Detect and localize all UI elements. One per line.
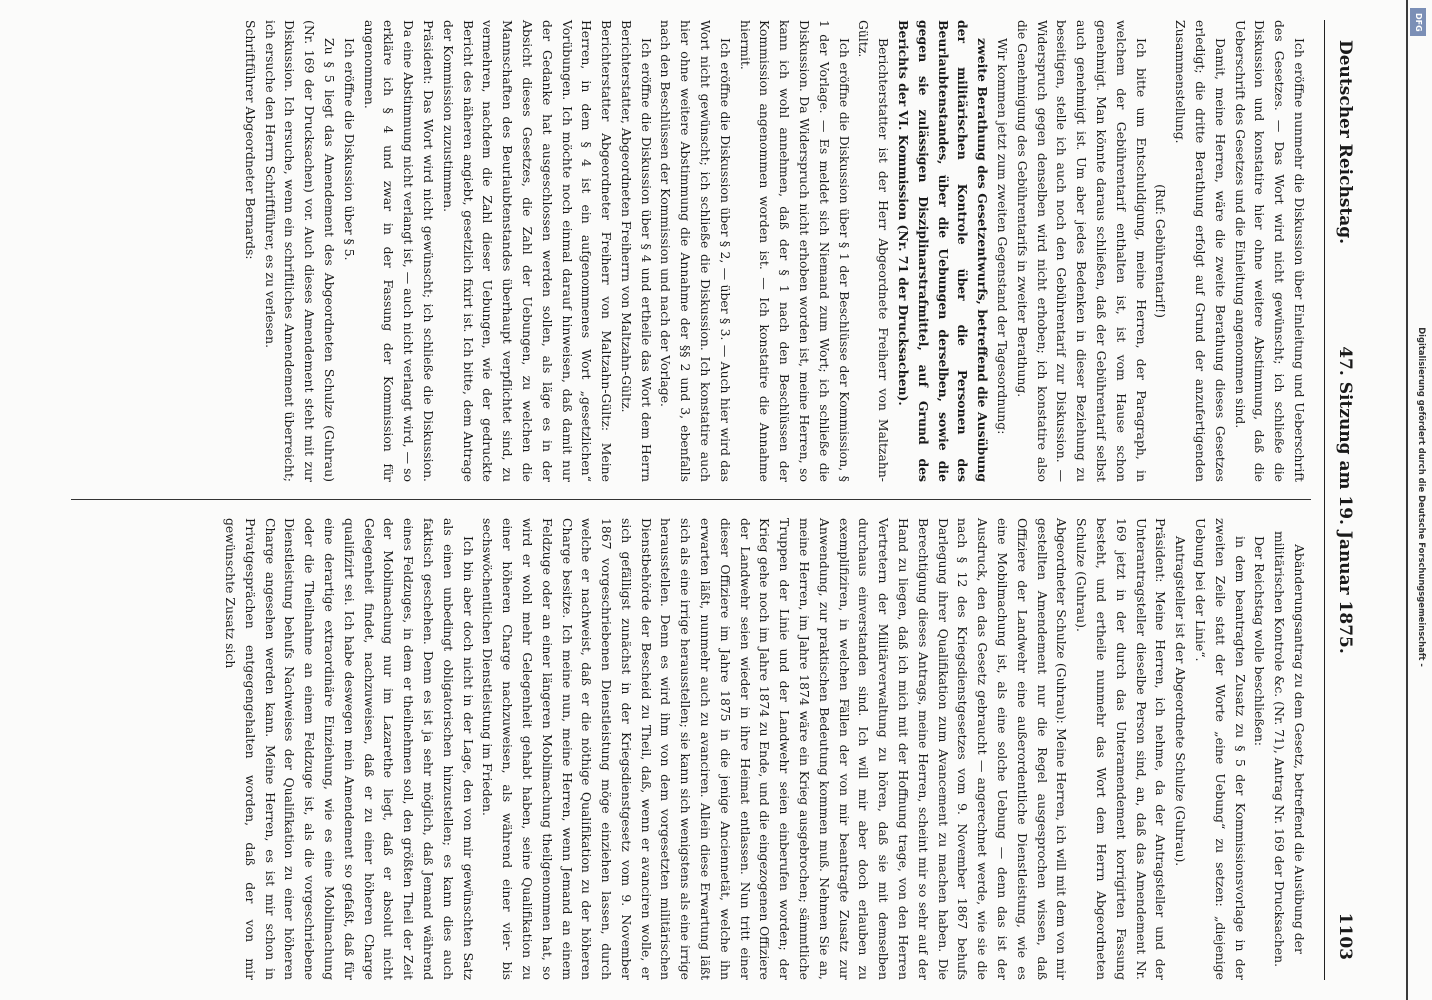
paragraph: Ich eröffne nunmehr die Diskussion über Einleitung und Ueberschrift des Gesetzes. — Das Wort wird nicht gewünscht; ich schließe die Diskussion und konstatire hier ohne weitere Abstimmung, daß die Ueberschrift des Gesetzes und die Einleitung angenommen sind. — [1232, 20, 1307, 482]
column-divider — [71, 499, 1311, 500]
paragraph: Ich eröffne die Diskussion über § 4 und ertheile das Wort dem Herrn Berichterstatter, Abgeordneten Freiherrn von Maltzahn-Gültz. — [618, 20, 654, 482]
header-publication: Deutscher Reichstag. — [1335, 40, 1355, 245]
paragraph: Ich bin aber doch nicht in der Lage, den von mir gewünschten Satz als einen unbedingt obligatorischen hinzustellen; es kann dies auch faktisch geschehen. Denn es ist ja sehr möglich, daß Jemand während eines Feldzuges, in dem er theilnehmen soll, den größten Theil der Zeit der Mobilmachung nur im Lazarethe liegt, daß er absolut nicht Gelegenheit findet, nachzuweisen, daß er zu einer höheren Charge qualifizirt sei. Ich habe deswegen mein Amendement so gefaßt, daß für eine derartige extraordinäre Einziehung, wie es eine Mobilmachung oder die Theilnahme an einem Feldzuge ist, als die vorgeschriebene Dienstleistung behufs Nachweises der Qualifikation zu einer höheren Charge angesehen werden kann. Meine Herren, es ist mir schon in Privatgesprächen entgegengehalten worden, daß der von mir gewünschte Zusatz sich — [222, 518, 476, 980]
paragraph: Zu § 5 liegt das Amendement des Abgeordneten Schulze (Guhrau) (Nr. 169 der Drucksachen) vor. Auch dieses Amendement steht mit zur Diskussion. Ich ersuche, wenn ein schriftliches Amendement überreicht; ich ersuche den Herrn Schriftführer, es zu verlesen. — [262, 20, 337, 482]
dfg-logo: DFG — [1410, 8, 1426, 36]
paragraph: Ich eröffne die Diskussion über § 1 der Beschlüsse der Kommission, § 1 der Vorlage. — Es meldet sich Niemand zum Wort; ich schließe die Diskussion. Da Widerspruch nicht erhoben worden ist, meine Herren, so kann ich wohl annehmen, daß der § 1 nach den Beschlüssen der Kommission angenommen worden ist. — Ich konstatire die Annahme hiermit. — [737, 20, 852, 482]
paragraph: Präsident: Meine Herren, ich nehme, da der Antragsteller und der Unterantragsteller dieselbe Person sind, an, daß das Amendement Nr. 169 jetzt in der durch das Unteramendement korrigirten Fassung besteht, und ertheile nunmehr das Wort dem Herrn Abgeordneten Schulze (Guhrau). — [1074, 518, 1169, 980]
paragraph: Ich bitte um Entschuldigung, meine Herren, der Paragraph, in welchem der Gebührentarif enthalten ist, ist vom Hause schon genehmigt. Man könnte daraus schließen, daß der Gebührentarif selbst auch genehmigt ist. Um aber jedes Bedenken in dieser Beziehung zu beseitigen, stelle ich auch noch den Gebührentarif zur Diskussion. — Widerspruch gegen denselben wird nicht erhoben; ich konstatire also die Genehmigung des Gebührentarifs in zweiter Berathung. — [1014, 20, 1149, 482]
paragraph: Ich eröffne die Diskussion über § 2, — über § 3. — Auch hier wird das Wort nicht gewünscht; ich schließe die Diskussion. Ich konstatire auch hier ohne weitere Abstimmung die Annahme der §§ 2 und 3, ebenfalls nach den Beschlüssen der Kommission und nach der Vorlage. — [658, 20, 733, 482]
paragraph: Berichterstatter Abgeordneter Freiherr von Maltzahn-Gültz: Meine Herren, in dem § 4 ist ein aufgenommenes Wort „gesetzlichen“ Vorübungen. Ich möchte noch einmal darauf hinweisen, daß damit nur der Gedanke hat ausgeschlossen werden sollen, als läge es in der Absicht dieses Gesetzes, die Zahl der Uebungen, zu welchen die Mannschaften des Beurlaubtenstandes überhaupt verpflichtet sind, zu vermehren, nachdem die Zahl dieser Uebungen, wie der gedruckte Bericht des näheren angiebt, gesetzlich fixirt ist. Ich bitte, dem Antrage der Kommission zuzustimmen. — [440, 20, 615, 482]
left-column — [240, 20, 1309, 482]
header-session: 47. Sitzung am 19. Januar 1875. — [1335, 346, 1355, 654]
paragraph: zweite Berathung des Gesetzentwurfs, betreffend die Ausübung der militärischen Kontrole über die Personen des Beurlaubtenstandes, über die Uebungen derselben, sowie die gegen sie zulässigen Disziplinarstrafmittel, auf Grund des Berichts der VI. Kommission (Nr. 71 der Drucksachen). — [896, 20, 991, 482]
paragraph: Schriftführer Abgeordneter Bernards: — [242, 20, 258, 260]
paragraph: (Ruf: Gebührentarif!) — [1153, 184, 1169, 318]
paragraph: Berichterstatter ist der Herr Abgeordnete Freiherr von Maltzahn-Gültz. — [856, 20, 892, 482]
digitization-credit: Digitalisierung gefördert durch die Deutsche Forschungsgemeinschaft - — [1417, 327, 1427, 667]
page-edge — [1406, 0, 1408, 1000]
paragraph: Abgeordneter Schulze (Guhrau): Meine Herren, ich will mit dem von mir gestellten Amendement nur die Regel ausgesprochen wissen, daß Offiziere der Landwehr eine außerordentliche Dienstleistung, wie es eine Mobilmachung ist, als eine solche Uebung — denn das ist der Ausdruck, den das Gesetz gebraucht — angerechnet werde, wie sie die nach § 12 des Kriegsdienstgesetzes vom 9. November 1867 behufs Darlegung ihrer Qualifikation zum Avancement zu machen haben. Die Berechtigung dieses Antrags, meine Herren, scheint mir so sehr auf der Hand zu liegen, daß ich mich mit der Hoffnung trage, von den Herren Vertretern der Militärverwaltung zu hören, daß sie mit demselben durchaus einverstanden sind. Ich will mir aber doch erlauben zu exemplifiziren, in welchen Fällen der von mir beantragte Zusatz zur Anwendung, zur praktischen Bedeutung kommen muß. Nehmen Sie an, meine Herren, im Jahre 1874 wäre ein Krieg ausgebrochen; sämmtliche Truppen der Linie und der Landwehr seien einberufen worden; der Krieg gehe noch im Jahre 1874 zu Ende, und die eingezogenen Offiziere der Landwehr seien wieder in ihre Heimat entlassen. Nun tritt einer dieser Offiziere im Jahre 1875 in die jenige Anciennetät, welche ihn erwarten läßt, nunmehr auch zu avanciren. Allein diese Erwartung läßt sich als eine irrige herausstellen; sie kann sich wenigstens als eine irrige herausstellen. Denn es wird ihm von dem vorgesetzten militärischen Dienstbehörde der Bescheid zu Theil, daß, wenn er avanciren wolle, er sich gefälligst zunächst in der Kriegsdienstgesetz vom 9. November 1867 vorgeschriebenen Dienstleistung möge einziehen lassen, durch welche er nachweist, daß er die nöthige Qualifikation zu der höheren Charge besitze. Ich meine nun, meine Herren, wenn Jemand an einem Feldzuge oder an einer längeren Mobilmachung theilgenommen hat, so wird er wohl mehr Gelegenheit gehabt haben, seine Qualifikation zu einer höheren Charge nachzuweisen, als während einer vier- bis sechswöchentlichen Dienstleistung im Frieden. — [480, 518, 1070, 980]
paragraph: Präsident: Das Wort wird nicht gewünscht; ich schließe die Diskussion. Da eine Abstimmung nicht verlangt ist, — auch nicht verlangt wird, — so erkläre ich § 4 und zwar in der Fassung der Kommission für angenommen. — [361, 20, 436, 482]
right-column — [220, 518, 1309, 980]
paragraph: Damit, meine Herren, wäre die zweite Berathung dieses Gesetzes erledigt; die dritte Berathung erfolgt auf Grund der anzufertigenden Zusammenstellung. — [1173, 20, 1228, 482]
paragraph: in dem beantragten Zusatz zu § 5 der Kommissionsvorlage in der zweiten Zeile statt der Worte „eine Uebung“ zu setzen: „diejenige Uebung bei der Linie“. — [1193, 518, 1248, 980]
digitization-sidebar — [1410, 0, 1428, 1000]
paragraph: Abänderungsantrag zu dem Gesetz, betreffend die Ausübung der militärischen Kontrole &c. (Nr. 71), Antrag Nr. 169 der Drucksachen. — [1272, 530, 1307, 968]
paragraph: Antragsteller ist der Abgeordnete Schulze (Guhrau). — [1173, 536, 1189, 867]
paragraph: Der Reichstag wolle beschließen: — [1252, 536, 1268, 747]
page-header — [1324, 20, 1359, 980]
rotated-page-content — [51, 0, 1381, 1000]
paragraph: Wir kommen jetzt zum zweiten Gegenstand der Tagesordnung: — [995, 38, 1011, 435]
page-number: 1103 — [1335, 912, 1355, 960]
paragraph: Ich eröffne die Diskussion über § 5. — [341, 38, 357, 261]
